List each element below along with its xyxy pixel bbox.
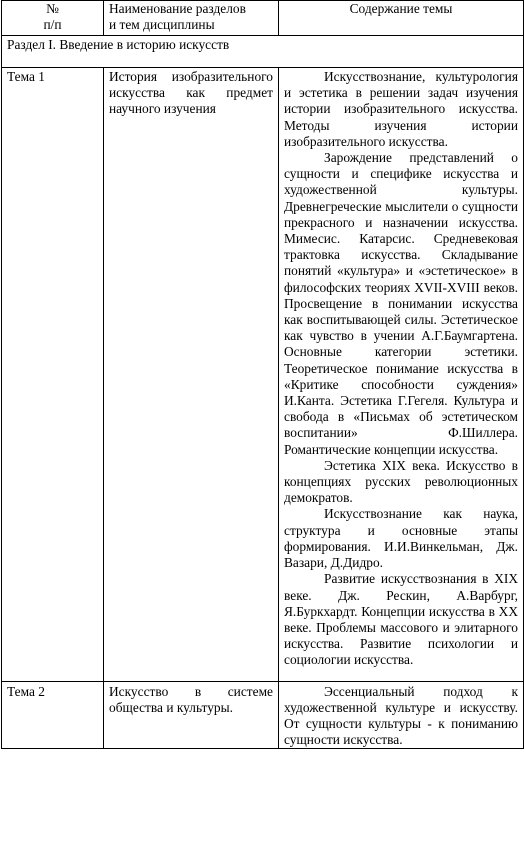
table-row-topic-1 xyxy=(2,68,524,682)
section-title: Раздел I. Введение в историю искусств xyxy=(2,36,524,68)
content-paragraph: Искусствознание как наука, структура и основные этапы формирования. И.И.Винкельман, Дж. Вазари, Д.Дидро. xyxy=(284,506,518,571)
topic-number: Тема 2 xyxy=(2,681,104,749)
topic-number: Тема 1 xyxy=(2,68,104,682)
header-content-cell: Содержание темы xyxy=(279,1,524,36)
header-name-cell xyxy=(104,1,279,36)
header-number-line1: № xyxy=(46,1,59,16)
topic-content xyxy=(279,68,524,682)
content-paragraph: Эссенциальный подход к художественной культуре и искусству. От сущности культуры - к пониманию сущности искусства. xyxy=(284,683,518,748)
header-name-line1: Наименование разделов xyxy=(109,1,246,16)
curriculum-table xyxy=(1,0,524,749)
topic-name: Искусство в системе общества и культуры. xyxy=(104,681,279,749)
header-number-cell xyxy=(2,1,104,36)
topic-name: История изобразительного искусства как предмет научного изучения xyxy=(104,68,279,682)
table-row-topic-2 xyxy=(2,681,524,749)
content-paragraph: Развитие искусствознания в XIX веке. Дж. Рескин, А.Варбург, Я.Буркхардт. Концепции искусства в XX веке. Проблемы массового и элитарного искусства. Развитие психологии и социологии искусства. xyxy=(284,571,518,668)
header-name-line2: и тем дисциплины xyxy=(109,17,215,33)
section-row xyxy=(2,36,524,68)
content-paragraph: Искусствознание, культурология и эстетика в решении задач изучения истории изобразительного искусства. Методы изучения истории изобразительного искусства. xyxy=(284,69,518,149)
topic-content xyxy=(279,681,524,749)
content-paragraph: Эстетика XIX века. Искусство в концепциях русских революционных демократов. xyxy=(284,457,518,506)
table-header-row xyxy=(2,1,524,36)
content-paragraph: Зарождение представлений о сущности и специфике искусства и художественной культуры. Древнегреческие мыслители о сущности прекрасного и назначении искусства. Мимесис. Катарсис. Средневековая трактовка искусства. Складывание понятий «культура» и «эстетическое» в философских теориях XVII-XVIII веков. Просвещение в понимании искусства как воспитывающей силы. Эстетическое как чувство в учении А.Г.Баумгартена. Основные категории эстетики. Теоретическое понимание искусства в «Критике способности суждения» И.Канта. Эстетика Г.Гегеля. Культура и свобода в «Письмах об эстетическом воспитании» Ф.Шиллера. Романтические концепции искусства. xyxy=(284,150,518,457)
header-number-line2: п/п xyxy=(43,17,62,33)
